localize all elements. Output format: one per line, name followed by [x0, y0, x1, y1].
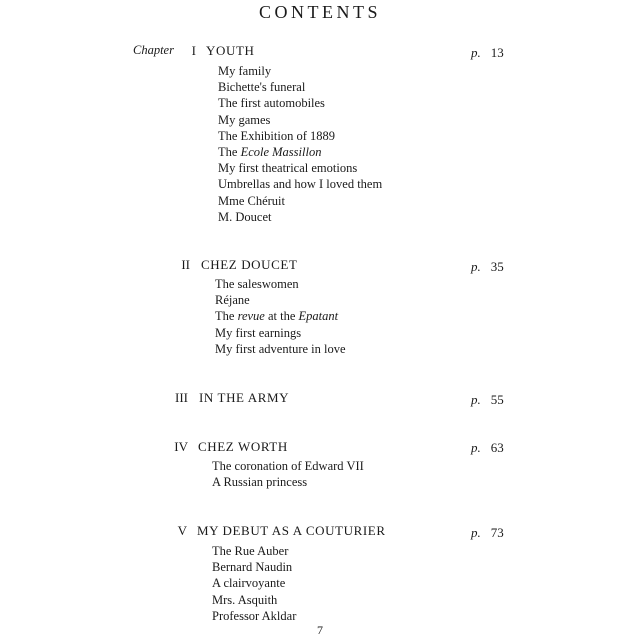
chapter-title: YOUTH [206, 43, 255, 58]
page-number: 73 [490, 525, 504, 540]
entry-text: The [218, 145, 241, 160]
section-entry [215, 308, 346, 324]
section-list [212, 543, 296, 624]
section-entry [212, 543, 296, 559]
chapter-label: Chapter [133, 43, 174, 57]
section-list [218, 63, 382, 225]
entry-text: A clairvoyante [212, 576, 286, 591]
chapter-numeral: V [177, 523, 187, 538]
chapter-page-ref [471, 259, 504, 275]
italic-text: Epatant [298, 309, 339, 324]
entry-text: My first adventure in love [215, 341, 346, 356]
section-entry [215, 341, 346, 357]
chapter-title: CHEZ WORTH [198, 439, 288, 454]
chapter-page-ref [471, 392, 504, 408]
entry-text: My family [218, 64, 272, 78]
italic-text: Ecole Massillon [240, 145, 322, 160]
page-number: 55 [490, 392, 504, 407]
entry-text: The saleswomen [215, 277, 299, 291]
entry-text: A Russian princess [212, 475, 308, 490]
page-prefix: p. [471, 45, 481, 60]
section-entry [215, 276, 346, 292]
page-prefix: p. [471, 392, 481, 407]
page-prefix: p. [471, 440, 481, 455]
entry-text: My first earnings [215, 325, 302, 340]
chapter-title: MY DEBUT AS A COUTURIER [197, 523, 386, 538]
section-entry [218, 112, 382, 128]
entry-text: My games [218, 112, 271, 127]
entry-text: The Rue Auber [212, 544, 289, 558]
section-entry [215, 292, 346, 308]
section-entry [215, 325, 346, 341]
section-entry [218, 128, 382, 144]
chapter-numeral: I [191, 43, 196, 58]
page-number: 13 [490, 45, 504, 60]
entry-text: M. Doucet [218, 209, 272, 224]
entry-text: Mme Chéruit [218, 193, 286, 208]
entry-text: The Exhibition of 1889 [218, 128, 335, 143]
chapter-numeral: III [175, 390, 188, 405]
chapter-title: IN THE ARMY [199, 390, 290, 405]
entry-text: Bichette's funeral [218, 80, 306, 95]
entry-text: The [215, 309, 238, 324]
section-list [215, 276, 346, 357]
section-entry [212, 458, 364, 474]
section-entry [218, 160, 382, 176]
section-entry [212, 592, 296, 608]
entry-text: at the [264, 309, 299, 324]
section-entry [218, 63, 382, 79]
page-prefix: p. [471, 259, 481, 274]
chapter-numeral: II [181, 257, 190, 272]
entry-text: Professor Akldar [212, 608, 297, 623]
page-prefix: p. [471, 525, 481, 540]
page-number: 35 [490, 259, 504, 274]
page-number: 63 [490, 440, 504, 455]
entry-text: My first theatrical emotions [218, 161, 358, 176]
italic-text: revue [237, 309, 265, 324]
entry-text: The coronation of Edward VII [212, 459, 364, 473]
chapter-page-ref [471, 525, 504, 541]
entry-text: Umbrellas and how I loved them [218, 177, 383, 192]
entry-text: Réjane [215, 293, 250, 308]
section-entry [218, 79, 382, 95]
section-entry [218, 176, 382, 192]
entry-text: Bernard Naudin [212, 560, 293, 575]
chapter-page-ref [471, 440, 504, 456]
page-title: CONTENTS [259, 2, 381, 22]
section-entry [218, 95, 382, 111]
section-entry [218, 209, 382, 225]
chapter-title: CHEZ DOUCET [201, 257, 298, 272]
section-list [212, 458, 364, 490]
section-entry [218, 144, 382, 160]
entry-text: Mrs. Asquith [212, 592, 278, 607]
chapter-page-ref [471, 45, 504, 61]
entry-text: The first automobiles [218, 96, 325, 111]
section-entry [212, 575, 296, 591]
chapter-numeral: IV [174, 439, 188, 454]
section-entry [212, 474, 364, 490]
section-entry [212, 608, 296, 624]
page-number-footer: 7 [317, 623, 323, 637]
section-entry [218, 193, 382, 209]
section-entry [212, 559, 296, 575]
